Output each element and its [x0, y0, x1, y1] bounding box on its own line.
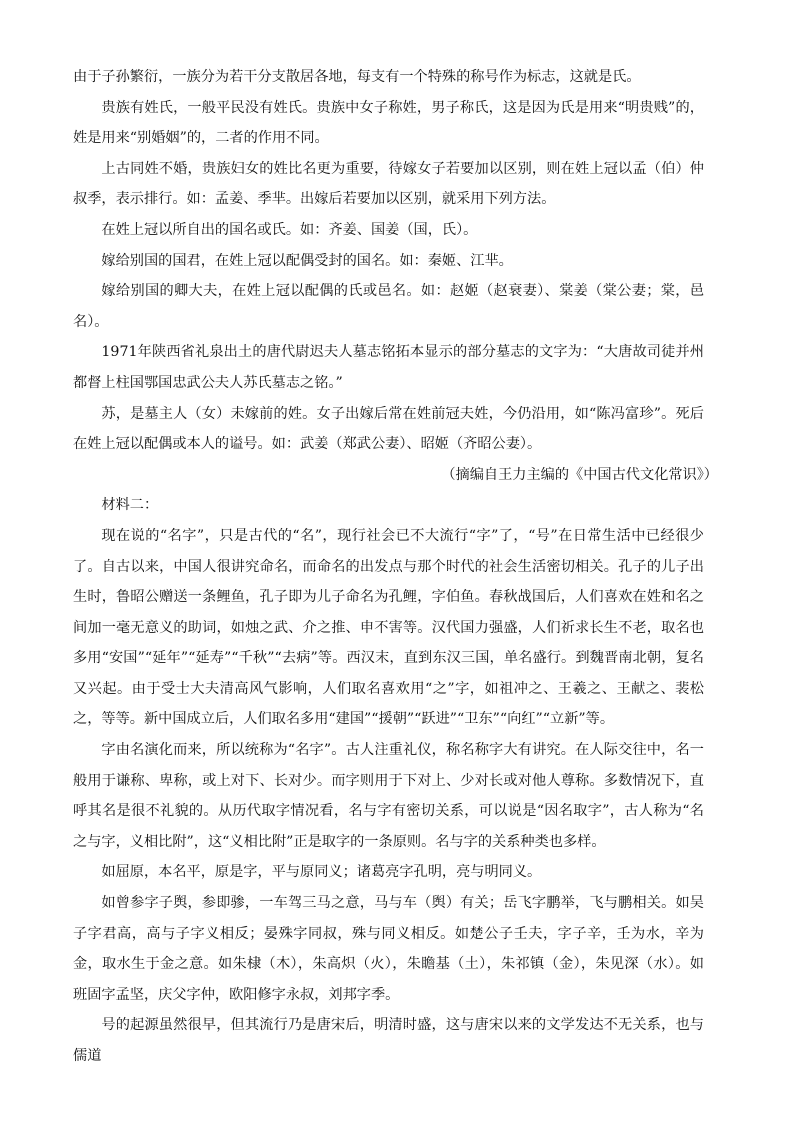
paragraph-5: 嫁给别国的国君，在姓上冠以配偶受封的国名。如：秦姬、江芈。	[101, 252, 513, 269]
paragraph-2: 贵族有姓氏，一般平民没有姓氏。贵族中女子称姓，男子称氏，这是因为氏是用来“明贵贱”的，姓是用来“别婚姻”的，二者的作用不同。	[73, 99, 704, 147]
paragraph-10: 字由名演化而来，所以统称为“名字”。古人注重礼仪，称名称字大有讲究。在人际交往中，名一般用于谦称、卑称，或上对下、长对少。而字则用于下对上、少对长或对他人尊称。多数情况下，直呼其名是很不礼貌的。从历代取字情况看，名与字有密切关系，可以说是“因名取字”，古人称为“名之与字，义相比附”，这“义相比附”正是取字的一条原则。名与字的关系种类也多样。	[73, 742, 704, 850]
source-note: （摘编自王力主编的《中国古代文化常识》）	[441, 466, 718, 483]
paragraph-12: 如曾参字子舆，参即骖，一车驾三马之意，马与车（舆）有关；岳飞字鹏举，飞与鹏相关。如吴子字君高，高与子字义相反；晏殊字同叔，殊与同义相反。如楚公子壬夫，字子辛，壬为水，辛为金，取水生于金之意。如朱棣（木），朱高炽（火），朱瞻基（土），朱祁镇（金），朱见深（水）。如班固字孟坚，庆父字仲，欧阳修字永叔，刘邦字季。	[73, 895, 704, 1003]
paragraph-7: 1971年陕西省礼泉出土的唐代尉迟夫人墓志铭拓本显示的部分墓志的文字为：“大唐故司徒并州都督上柱国鄂国忠武公夫人苏氏墓志之铭。”	[73, 344, 704, 391]
paragraph-6: 嫁给别国的卿大夫，在姓上冠以配偶的氏或邑名。如：赵姬（赵衰妻）、棠姜（棠公妻；棠，邑名）。	[73, 283, 704, 330]
paragraph-13: 号的起源虽然很早，但其流行乃是唐宋后，明清时盛，这与唐宋以来的文学发达不无关系，也与儒道	[73, 1017, 704, 1064]
paragraph-4: 在姓上冠以所自出的国名或氏。如：齐姜、国姜（国，氏）。	[101, 221, 478, 238]
paragraph-8: 苏，是墓主人（女）未嫁前的姓。女子出嫁后常在姓前冠夫姓，今仍沿用，如“陈冯富珍”。死后在姓上冠以配偶或本人的谥号。如：武姜（郑武公妻）、昭姬（齐昭公妻）。	[73, 405, 704, 453]
paragraph-11: 如屈原，本名平，原是字，平与原同义；诸葛亮字孔明，亮与明同义。	[101, 864, 542, 881]
paragraph-9: 现在说的“名字”，只是古代的“名”，现行社会已不大流行“字”了，“号”在日常生活中已经很少了。自古以来，中国人很讲究命名，而命名的出发点与那个时代的社会生活密切相关。孔子的儿子出生时，鲁昭公赠送一条鲤鱼，孔子即为儿子命名为孔鲤，字伯鱼。春秋战国后，人们喜欢在姓和名之间加一毫无意义的助词，如烛之武、介之推、申不害等。汉代国力强盛，人们祈求长生不老，取名也多用“安国”“延年”“延寿”“千秋”“去病”等。西汉末，直到东汉三国，单名盛行。到魏晋南北朝，复名又兴起。由于受士大夫清高风气影响，人们取名喜欢用“之”字，如祖冲之、王羲之、王献之、裴松之，等等。新中国成立后，人们取名多用“建国”“援朝”“跃进”“卫东”“向红”“立新”等。	[73, 527, 704, 728]
material-two-heading: 材料二：	[101, 497, 159, 514]
paragraph-1: 由于子孙繁衍，一族分为若干分支散居各地，每支有一个特殊的称号作为标志，这就是氏。	[73, 69, 641, 85]
paragraph-3: 上古同姓不婚，贵族妇女的姓比名更为重要，待嫁女子若要加以区别，则在姓上冠以孟（伯）仲叔季，表示排行。如：孟姜、季芈。出嫁后若要加以区别，就采用下列方法。	[73, 160, 704, 208]
